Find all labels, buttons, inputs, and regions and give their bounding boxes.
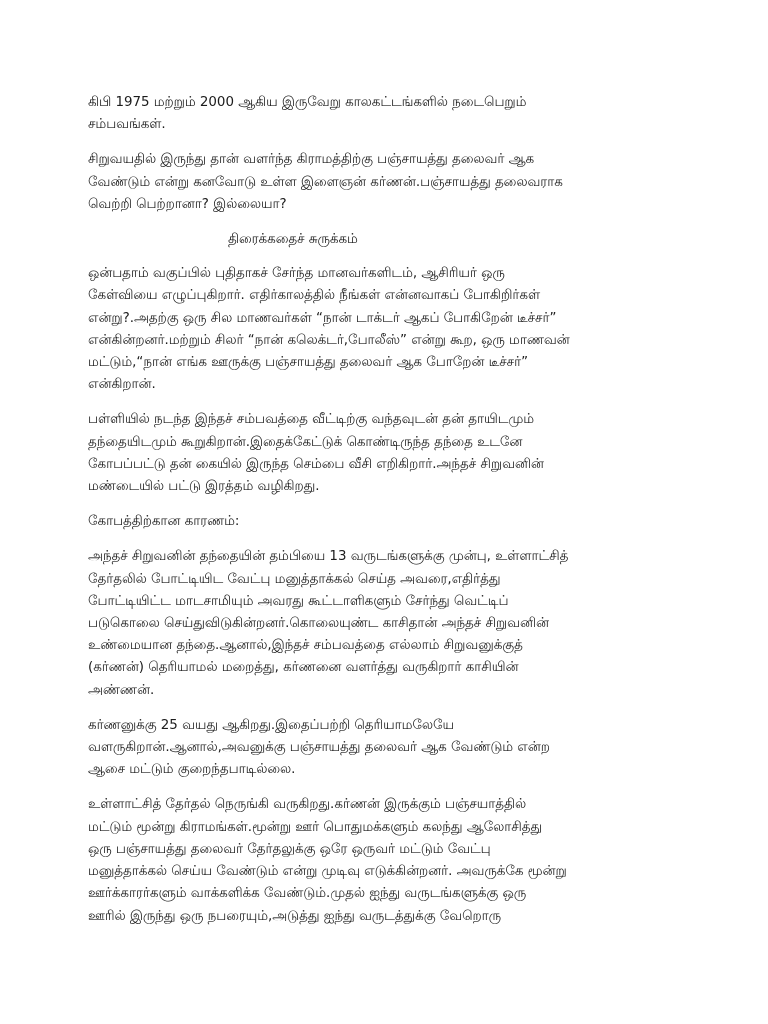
- paragraph-karnan-age: கர்ணனுக்கு 25 வயது ஆகிறது.இதைப்பற்றி தெரியாமலேயே வளருகிறான்.ஆனால்,அவனுக்கு பஞ்சாயத்து தலைவர் ஆக வேண்டும் என்ற ஆசை மட்டும் குறைந்தபாடில்லை.: [88, 717, 550, 778]
- reason-label: கோபத்திற்கான காரணம்:: [88, 514, 240, 530]
- paragraph-election: உள்ளாட்சித் தேர்தல் நெருங்கி வருகிறது.கர்ணன் இருக்கும் பஞ்சயாத்தில் மட்டும் மூன்று கிராமங்கள்.மூன்று ஊர் பொதுமக்களும் கலந்து ஆலோசித்து ஒரு பஞ்சாயத்து தலைவர் தேர்தலுக்கு ஒரே ஒருவர் மட்டும் வேட்பு மனுத்தாக்கல் செய்ய வேண்டும் என்று முடிவு எடுக்கின்றனர். அவருக்கே மூன்று ஊர்க்காரர்களும் வாக்களிக்க வேண்டும்.முதல் ஐந்து வருடங்களுக்கு ஒரு ஊரில் இருந்து ஒரு நபரையும்,அடுத்து ஐந்து வருடத்துக்கு வேறொரு: [88, 797, 567, 924]
- intro-paragraph: கிபி 1975 மற்றும் 2000 ஆகிய இருவேறு காலகட்டங்களில் நடைபெறும் சம்பவங்கள்.: [88, 95, 527, 133]
- paragraph-home-incident: பள்ளியில் நடந்த இந்தச் சம்பவத்தை வீட்டிற்கு வந்தவுடன் தன் தாயிடமும் தந்தையிடமும் கூறுகிறான்.இதைக்கேட்டுக் கொண்டிருந்த தந்தை உடனே கோபப்பட்டு தன் கையில் இருந்த செம்பை வீசி எறிகிறார்.அந்தச் சிறுவனின் மண்டையில் பட்டு இரத்தம் வழிகிறது.: [88, 412, 544, 495]
- synopsis-heading: திரைக்கதைச் சுருக்கம்: [228, 232, 358, 248]
- logline-paragraph: சிறுவயதில் இருந்து தான் வளர்ந்த கிராமத்திற்கு பஞ்சாயத்து தலைவர் ஆக வேண்டும் என்று கனவோடு உள்ள இளைஞன் கர்ணன்.பஞ்சாயத்து தலைவராக வெற்றி பெற்றானா? இல்லையா?: [88, 152, 563, 212]
- paragraph-backstory: அந்தச் சிறுவனின் தந்தையின் தம்பியை 13 வருடங்களுக்கு முன்பு, உள்ளாட்சித் தேர்தலில் போட்டியிட வேட்பு மனுத்தாக்கல் செய்த அவரை,எதிர்த்து போட்டியிட்ட மாடசாமியும் அவரது கூட்டாளிகளும் சேர்ந்து வெட்டிப் படுகொலை செய்துவிடுகின்றனர்.கொலையுண்ட காசிதான் அந்தச் சிறுவனின் உண்மையான தந்தை.ஆனால்,இந்தச் சம்பவத்தை எல்லாம் சிறுவனுக்குத் (கர்ணன்) தெரியாமல் மறைத்து, கர்ணனை வளர்த்து வருகிறார் காசியின் அண்ணன்.: [88, 549, 569, 698]
- document-body: [88, 92, 688, 941]
- paragraph-classroom: ஒன்பதாம் வகுப்பில் புதிதாகச் சேர்ந்த மானவர்களிடம், ஆசிரியர் ஒரு கேள்வியை எழுப்புகிறார். எதிர்காலத்தில் நீங்கள் என்னவாகப் போகிறிர்கள் என்று?.அதற்கு ஒரு சில மாணவர்கள் “நான் டாக்டர் ஆகப் போகிறேன் டீச்சர்” என்கின்றனர்.மற்றும் சிலர் “நான் கலெக்டர்,போலீஸ்” என்று கூற, ஒரு மாணவன் மட்டும்,“நான் எங்க ஊருக்கு பஞ்சாயத்து தலைவர் ஆக போறேன் டீச்சர்” என்கிறான்.: [88, 266, 570, 393]
